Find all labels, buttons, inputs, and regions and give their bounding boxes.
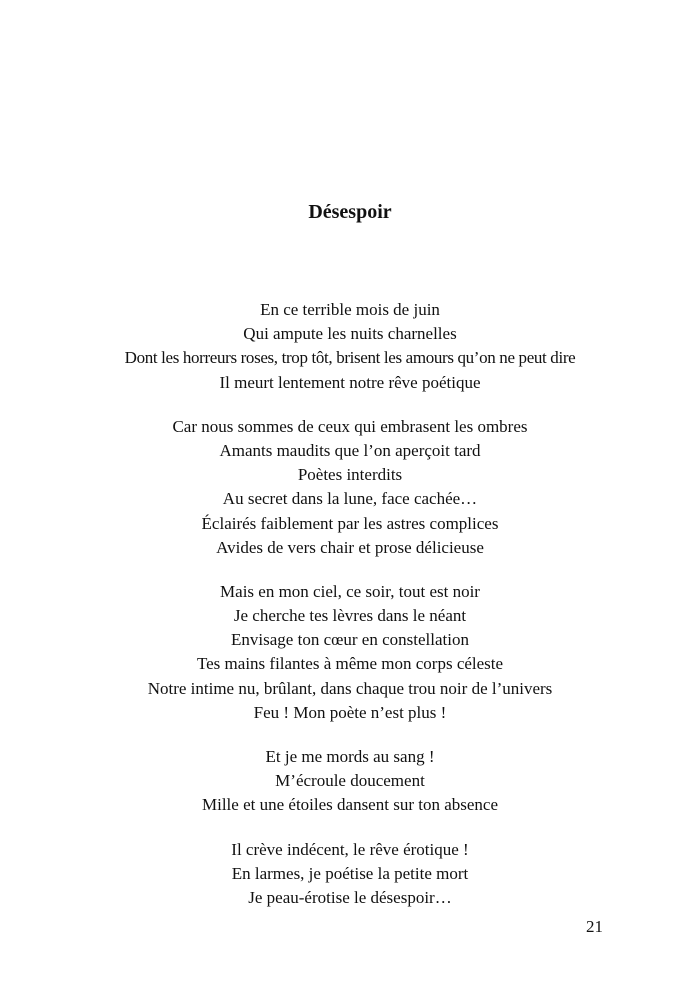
poem-line: Il crève indécent, le rêve érotique ! (231, 839, 469, 859)
poem-line: Éclairés faiblement par les astres complices (201, 513, 499, 533)
poem-line: Et je me mords au sang ! (265, 747, 435, 766)
stanza-5 (0, 838, 700, 911)
poem-line: Dont les horreurs roses, trop tôt, brisent les amours qu’on ne peut dire (124, 348, 576, 368)
poem-line: Il meurt lentement notre rêve poétique (219, 372, 481, 392)
poem-line: Notre intime nu, brûlant, dans chaque trou noir de l’univers (147, 678, 553, 698)
poem-line: Poètes interdits (297, 465, 403, 485)
poem-title: Désespoir (308, 201, 392, 223)
poem-line: Envisage ton cœur en constellation (231, 630, 469, 650)
poem-line: Je peau-érotise le désespoir… (248, 887, 452, 907)
poem-line: Qui ampute les nuits charnelles (243, 324, 457, 344)
poem-line: Car nous sommes de ceux qui embrasent les ombres (172, 416, 528, 436)
poem-line: En ce terrible mois de juin (260, 300, 440, 319)
poem-line: Amants maudits que l’on aperçoit tard (219, 440, 481, 460)
poem-line: Au secret dans la lune, face cachée… (222, 489, 478, 509)
stanza-3 (0, 580, 700, 725)
poem-line: Je cherche tes lèvres dans le néant (233, 606, 467, 626)
poem-line: Tes mains filantes à même mon corps céleste (196, 654, 504, 674)
poem-line: En larmes, je poétise la petite mort (231, 863, 469, 883)
poem-line: Mille et une étoiles dansent sur ton absence (202, 795, 498, 815)
stanza-1 (0, 298, 700, 395)
stanza-4 (0, 745, 700, 818)
page-number: 21 (586, 917, 603, 936)
poem-line: Mais en mon ciel, ce soir, tout est noir (220, 581, 480, 601)
poem-line: M’écroule doucement (275, 771, 425, 791)
poem-body (0, 298, 700, 930)
stanza-2 (0, 415, 700, 560)
poem-line: Feu ! Mon poète n’est plus ! (253, 702, 447, 722)
poem-line: Avides de vers chair et prose délicieuse (216, 537, 484, 557)
